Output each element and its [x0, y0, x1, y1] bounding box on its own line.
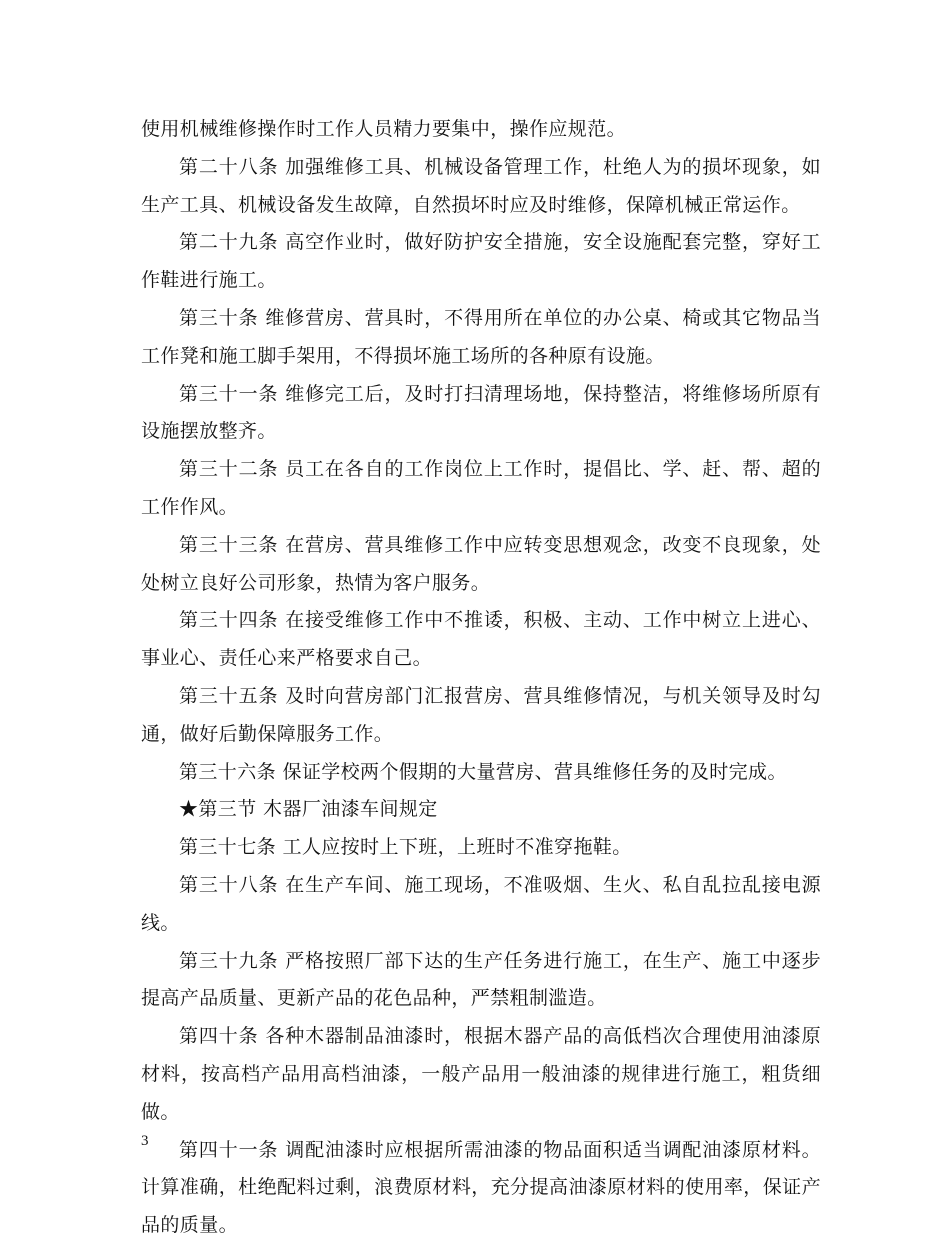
- article-30: 第三十条 维修营房、营具时，不得用所在单位的办公桌、椅或其它物品当工作凳和施工脚手架用，不得损坏施工场所的各种原有设施。: [141, 306, 821, 367]
- article-35: 第三十五条 及时向营房部门汇报营房、营具维修情况，与机关领导及时勾通，做好后勤保障服务工作。: [141, 684, 821, 745]
- article-34: 第三十四条 在接受维修工作中不推诿，积极、主动、工作中树立上进心、事业心、责任心来严格要求自己。: [141, 609, 821, 670]
- article-39: 第三十九条 严格按照厂部下达的生产任务进行施工，在生产、施工中逐步提高产品质量、更新产品的花色品种，严禁粗制滥造。: [141, 949, 821, 1010]
- article-40: 第四十条 各种木器制品油漆时，根据木器产品的高低档次合理使用油漆原材料，按高档产品用高档油漆，一般产品用一般油漆的规律进行施工，粗货细做。: [141, 1025, 821, 1123]
- section-heading: ★第三节 木器厂油漆车间规定: [179, 798, 438, 821]
- article-36: 第三十六条 保证学校两个假期的大量营房、营具维修任务的及时完成。: [179, 760, 787, 783]
- paragraph-continuation: 使用机械维修操作时工作人员精力要集中，操作应规范。: [141, 118, 627, 140]
- article-31: 第三十一条 维修完工后，及时打扫清理场地，保持整洁，将维修场所原有设施摆放整齐。: [141, 382, 821, 443]
- page-number: 3: [141, 1133, 149, 1149]
- article-28: 第二十八条 加强维修工具、机械设备管理工作，杜绝人为的损坏现象，如生产工具、机械设备发生故障，自然损坏时应及时维修，保障机械正常运作。: [141, 155, 821, 216]
- article-29: 第二十九条 高空作业时，做好防护安全措施，安全设施配套完整，穿好工作鞋进行施工。: [141, 231, 821, 292]
- document-body: [141, 111, 821, 1245]
- article-32: 第三十二条 员工在各自的工作岗位上工作时，提倡比、学、赶、帮、超的工作作风。: [141, 458, 821, 518]
- article-41: 第四十一条 调配油漆时应根据所需油漆的物品面积适当调配油漆原材料。计算准确，杜绝配料过剩，浪费原材料，充分提高油漆原材料的使用率，保证产品的质量。: [141, 1138, 821, 1237]
- article-33: 第三十三条 在营房、营具维修工作中应转变思想观念，改变不良现象，处处树立良好公司形象，热情为客户服务。: [141, 533, 821, 594]
- article-37: 第三十七条 工人应按时上下班，上班时不准穿拖鞋。: [179, 836, 632, 859]
- article-38: 第三十八条 在生产车间、施工现场，不准吸烟、生火、私自乱拉乱接电源线。: [141, 873, 821, 934]
